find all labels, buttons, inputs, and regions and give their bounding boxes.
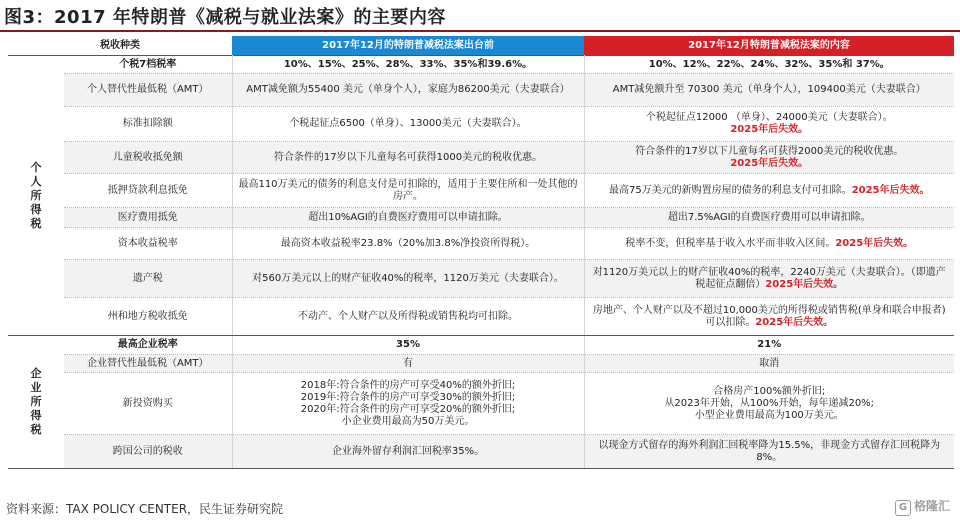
watermark-text: 格隆汇 (913, 499, 950, 513)
title-rule (0, 30, 960, 32)
tax-comparison-table (8, 36, 954, 469)
row-after: 超出7.5%AGI的自费医疗费用可以申请扣除。 (584, 208, 954, 228)
table-row (8, 208, 954, 228)
expiry-note: 2025年后失效。 (730, 157, 809, 169)
row-after: 最高75万美元的新购置房屋的债务的利息支付可扣除。2025年后失效。 (584, 174, 954, 208)
row-item: 标准扣除额 (64, 107, 232, 142)
row-item: 新投资购买 (64, 373, 232, 435)
expiry-note: 2025年后失效。 (755, 316, 834, 328)
watermark (895, 497, 950, 516)
row-before: 对560万美元以上的财产征收40%的税率，1120万美元（夫妻联合）。 (232, 260, 584, 298)
row-item: 个人替代性最低税（AMT） (64, 74, 232, 107)
row-item: 儿童税收抵免额 (64, 142, 232, 174)
table-row (8, 142, 954, 174)
before-line: 2019年:符合条件的房产可享受30%的额外折旧; (300, 391, 516, 403)
row-before (232, 373, 584, 435)
table-row (8, 56, 954, 74)
header-after: 2017年12月特朗普减税法案的内容 (584, 36, 954, 56)
row-after: 税率不变，但税率基于收入水平而非收入区间。2025年后失效。 (584, 228, 954, 260)
row-after: 符合条件的17岁以下儿童每名可获得2000美元的税收优惠。 2025年后失效。 (584, 142, 954, 174)
row-after: 以现金方式留存的海外利润汇回税率降为15.5%，非现金方式留存汇回税降为8%。 (584, 435, 954, 469)
row-item: 企业替代性最低税（AMT） (64, 355, 232, 373)
table-row (8, 74, 954, 107)
row-before: 10%、15%、25%、28%、33%、35%和39.6%。 (232, 56, 584, 74)
table-header-row (8, 36, 954, 56)
after-line: 合格房产100%额外折旧; (713, 385, 826, 397)
expiry-note: 2025年后失效。 (835, 237, 914, 249)
row-item: 州和地方税收抵免 (64, 298, 232, 336)
expiry-note: 2025年后失效。 (730, 124, 809, 135)
table-row (8, 355, 954, 373)
row-item: 资本收益税率 (64, 228, 232, 260)
row-after: AMT减免额升至 70300 美元（单身个人），109400美元（夫妻联合） (584, 74, 954, 107)
table-row (8, 435, 954, 469)
row-before: AMT减免额为55400 美元（单身个人），家庭为86200美元（夫妻联合） (232, 74, 584, 107)
row-before: 符合条件的17岁以下儿童每名可获得1000美元的税收优惠。 (232, 142, 584, 174)
row-item: 遗产税 (64, 260, 232, 298)
row-before: 有 (232, 355, 584, 373)
row-after: 取消 (584, 355, 954, 373)
table-row (8, 298, 954, 336)
row-item: 个税7档税率 (64, 56, 232, 74)
table-row (8, 174, 954, 208)
row-after: 21% (584, 336, 954, 355)
figure-title: 图3：2017 年特朗普《减税与就业法案》的主要内容 (4, 7, 446, 28)
row-after: 个税起征点12000 （单身）、24000美元（夫妻联合）。 2025年后失效。 (584, 107, 954, 142)
source-note: 资料来源：TAX POLICY CENTER，民生证券研究院 (6, 502, 284, 516)
after-line: 从2023年开始，从100%开始，每年递减20%; (664, 397, 875, 409)
row-before: 35% (232, 336, 584, 355)
group-personal-tax: 个人所得税 (8, 56, 64, 336)
header-tax-type: 税收种类 (8, 36, 232, 56)
row-after (584, 373, 954, 435)
row-after: 10%、12%、22%、24%、32%、35%和 37%。 (584, 56, 954, 74)
table-row (8, 107, 954, 142)
row-before: 最高资本收益税率23.8%（20%加3.8%净投资所得税）。 (232, 228, 584, 260)
row-before: 不动产、个人财产以及所得税或销售税均可扣除。 (232, 298, 584, 336)
after-line: 小型企业费用最高为100万美元。 (694, 409, 844, 421)
row-before: 超出10%AGI的自费医疗费用可以申请扣除。 (232, 208, 584, 228)
header-before: 2017年12月的特朗普减税法案出台前 (232, 36, 584, 56)
row-item: 最高企业税率 (64, 336, 232, 355)
row-before: 个税起征点6500（单身）、13000美元（夫妻联合）。 (232, 107, 584, 142)
watermark-logo-icon: G (895, 500, 911, 516)
before-line: 2020年:符合条件的房产可享受20%的额外折旧; (300, 403, 516, 415)
row-after: 房地产、个人财产以及不超过10,000美元的所得税或销售税(单身和联合申报者)可以扣除。2025年后失效。 (584, 298, 954, 336)
before-line: 小企业费用最高为50万美元。 (341, 415, 475, 427)
expiry-note: 2025年后失效。 (851, 184, 930, 196)
row-item: 医疗费用抵免 (64, 208, 232, 228)
table-row (8, 228, 954, 260)
table-row (8, 336, 954, 355)
row-item: 抵押贷款利息抵免 (64, 174, 232, 208)
row-before: 最高110万美元的债务的利息支付是可扣除的，适用于主要住所和一处其他的房产。 (232, 174, 584, 208)
row-item: 跨国公司的税收 (64, 435, 232, 469)
row-after: 对1120万美元以上的财产征收40%的税率，2240万美元（夫妻联合）。（即遗产税起征点翻倍）2025年后失效。 (584, 260, 954, 298)
group-corporate-tax: 企业所得税 (8, 336, 64, 469)
table-row (8, 260, 954, 298)
before-line: 2018年:符合条件的房产可享受40%的额外折旧; (300, 379, 516, 391)
row-before: 企业海外留存利润汇回税率35%。 (232, 435, 584, 469)
expiry-note: 2025年后失效。 (765, 278, 844, 290)
table-row (8, 373, 954, 435)
